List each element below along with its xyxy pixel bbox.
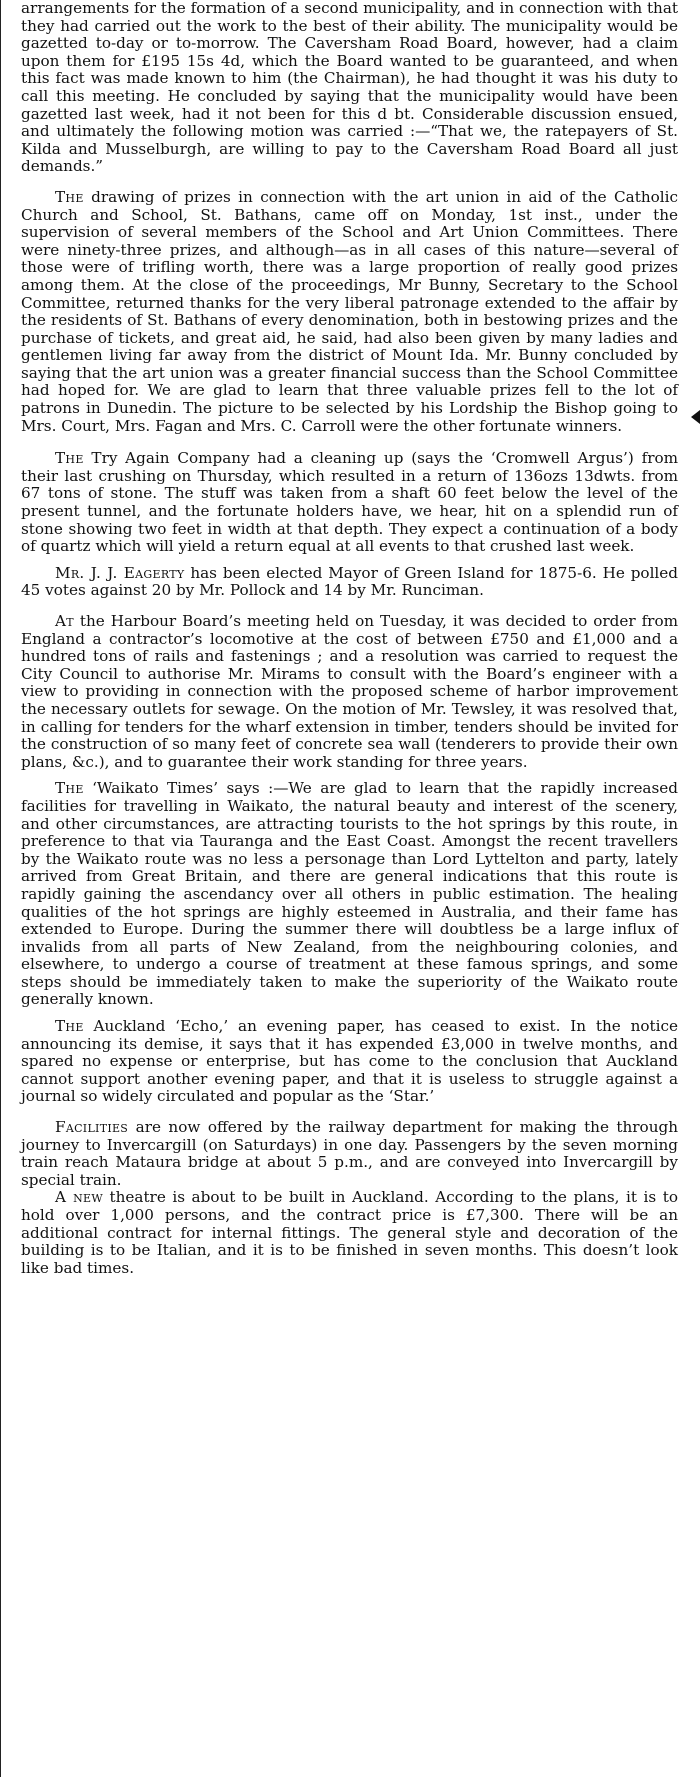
article-auckland-echo	[21, 1018, 678, 1106]
article-body: are now offered by the railway department for making the through journey to Invercargill (on Saturdays) in one day. Passengers by the seven morning train reach Mataura bridge at about 5 p.m., and are conveyed into Invercargill by special train.	[21, 1118, 678, 1189]
article-railway-facilities	[21, 1119, 678, 1189]
article-body: Auckland ‘Echo,’ an evening paper, has ceased to exist. In the notice announcing its demise, it says that it has expended £3,000 in twelve months, and spared no expense or enterprise, but has come to the conclusion that Auckland cannot support another evening paper, and that it is useless to struggle against a journal so widely circulated and popular as the ‘Star.’	[21, 1017, 678, 1106]
article-body: the Harbour Board’s meeting held on Tuesday, it was decided to order from England a contractor’s locomotive at the cost of between £750 and £1,000 and a hundred tons of rails and fastenings ; and a resolution was carried to request the City Council to authorise Mr. Mirams to consult with the Board’s engineer with a view to providing in connection with the proposed scheme of harbor improvement the necessary outlets for sewage. On the motion of Mr. Tewsley, it was resolved that, in calling for tenders for the wharf extension in timber, tenders should be invited for the construction of so many feet of concrete sea wall (tenderers to provide their own plans, &c.), and to guarantee their work standing for three years.	[21, 612, 678, 771]
article-lead: Mr. J. J. Eagerty	[55, 563, 185, 582]
article-try-again-company	[21, 450, 678, 556]
article-waikato-times	[21, 780, 678, 1009]
article-lead: The	[55, 187, 84, 206]
article-harbour-board	[21, 613, 678, 771]
article-body: Try Again Company had a cleaning up (says the ‘Cromwell Argus’) from their last crushing on Thursday, which resulted in a return of 136ozs 13dwts. from 67 tons of stone. The stuff was taken from a shaft 60 feet below the level of the present tunnel, and the fortunate holders have, we hear, hit on a splendid run of stone showing two feet in width at that depth. They expect a continuation of a body of quartz which will yield a return equal at all events to that crushed last week.	[21, 449, 678, 556]
article-lead: The	[55, 1017, 84, 1036]
article-lead: The	[55, 779, 84, 798]
margin-pointer-icon	[691, 410, 700, 424]
article-lead: A new	[55, 1188, 103, 1207]
article-body: theatre is about to be built in Auckland. According to the plans, it is to hold over 1,000 persons, and the contract price is £7,300. There will be an additional contract for internal fittings. The general style and decoration of the building is to be Italian, and it is to be finished in seven months. This doesn’t look like bad times.	[21, 1188, 679, 1277]
article-lead: The	[55, 449, 84, 468]
article-body: arrangements for the formation of a second municipality, and in connection with that they had carried out the work to the best of their ability. The municipality would be gazetted to-day or to-morrow. The Caversham Road Board, however, had a claim upon them for £195 15s 4d, which the Board wanted to be guaranteed, and when this fact was made known to him (the Chairman), he had thought it was his duty to call this meeting. He concluded by saying that the municipality would have been gazetted last week, had it not been for this d bt. Considerable discussion ensued, and ultimately the following motion was carried :—“That we, the ratepayers of St. Kilda and Musselburgh, are willing to pay to the Caversham Road Board all just demands.”	[21, 0, 678, 176]
article-green-island-mayor	[21, 565, 678, 600]
article-body: ‘Waikato Times’ says :—We are glad to learn that the rapidly increased facilities for travelling in Waikato, the natural beauty and interest of the scenery, and other circumstances, are attracting tourists to the hot springs by this route, in preference to that via Tauranga and the East Coast. Amongst the recent travellers by the Waikato route was no less a personage than Lord Lyttelton and party, lately arrived from Great Britain, and there are general indications that this route is rapidly gaining the ascendancy over all others in public estimation. The healing qualities of the hot springs are highly esteemed in Australia, and their fame has extended to Europe. During the summer there will doubtless be a large influx of invalids from all parts of New Zealand, from the neighbouring colonies, and elsewhere, to undergo a course of treatment at these famous springs, and some steps should be immediately taken to make the superiority of the Waikato route generally known.	[21, 779, 678, 1009]
article-municipality-continued	[21, 0, 678, 176]
article-lead: At	[55, 612, 74, 630]
article-lead: Facilities	[55, 1118, 129, 1137]
article-art-union	[21, 189, 678, 435]
article-auckland-theatre	[21, 1189, 678, 1277]
article-body: drawing of prizes in connection with the art union in aid of the Catholic Church and School, St. Bathans, came off on Monday, 1st inst., under the supervision of several members of the School and Art Union Committees. There were ninety-three prizes, and although—as in all cases of this nature—several of those were of trifling worth, there was a large proportion of really good prizes among them. At the close of the proceedings, Mr Bunny, Secretary to the School Committee, returned thanks for the very liberal patronage extended to the affair by the residents of St. Bathans of every denomination, both in bestowing prizes and the purchase of tickets, and great aid, he said, had also been given by many ladies and gentlemen living far away from the district of Mount Ida. Mr. Bunny concluded by saying that the art union was a greater financial success than the School Committee had hoped for. We are glad to learn that three valuable prizes fell to the lot of patrons in Dunedin. The picture to be selected by his Lordship the Bishop going to Mrs. Court, Mrs. Fagan and Mrs. C. Carroll were the other fortunate winners.	[21, 187, 678, 435]
article-body: has been elected Mayor of Green Island for 1875-6. He polled 45 votes against 20 by Mr. Pollock and 14 by Mr. Runciman.	[21, 563, 678, 600]
